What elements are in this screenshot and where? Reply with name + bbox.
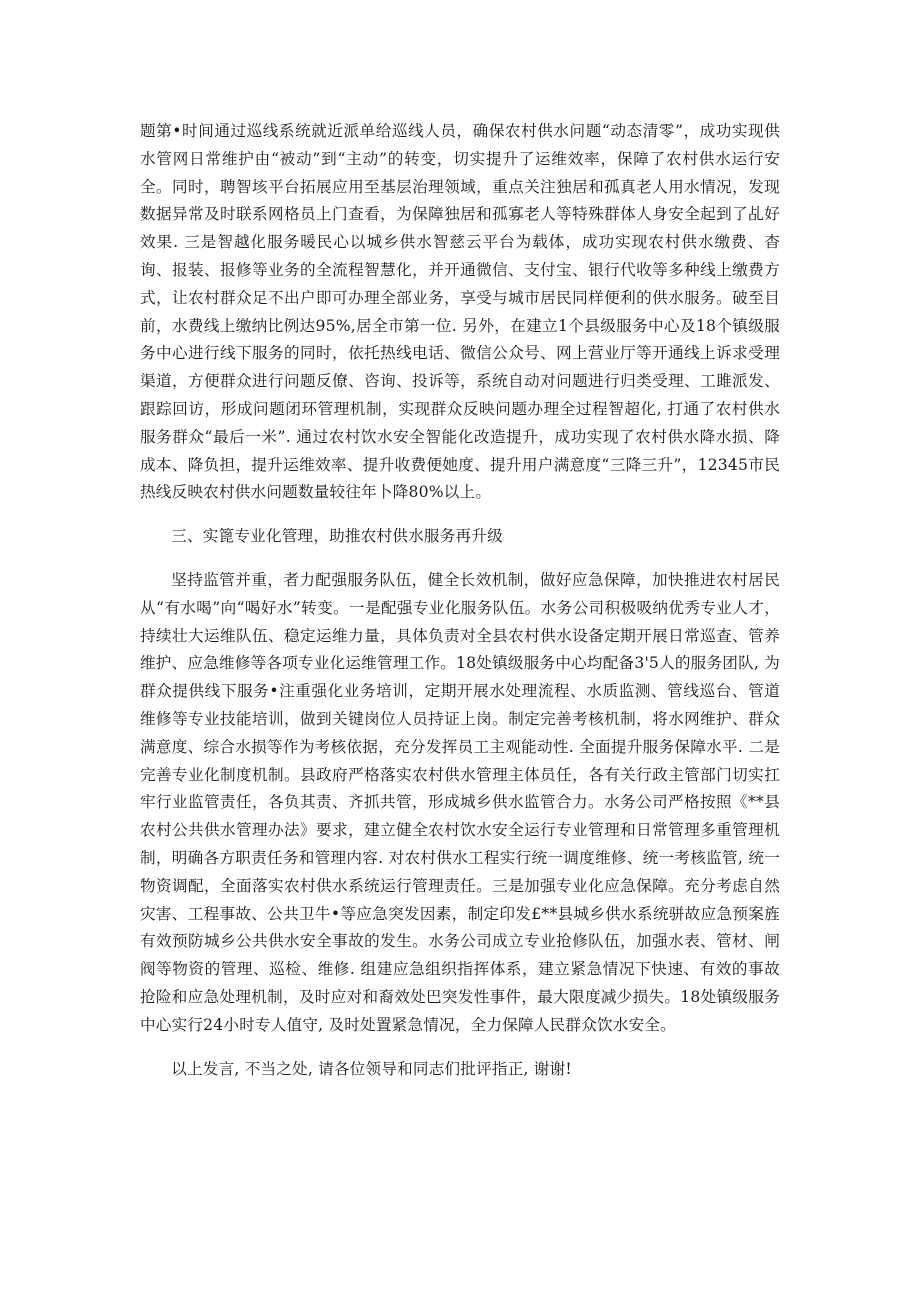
paragraph-closing: 以上发言, 不当之处, 请各位领导和同志们批评指正, 谢谢! bbox=[171, 1059, 572, 1078]
paragraph-continuation: 题第•时间通过巡线系统就近派单给巡线人员，确保农村供水问题“动态清零”，成功实现供水管网日常维护由“被动”到“主动”的转变，切实提升了运维效率，保障了农村供水运行安全。同时，聘智垓平台拓展应用至基层治理领域，重点关注独居和孤真老人用水情况，发现数据异常及时联系网格员上门查看，为保障独居和孤寡老人等特殊群体人身安全起到了乩好效果. 三是智越化服务暖民心以城乡供水智慈云平台为载体，成功实现农村供水缴费、杳询、报装、报修等业务的全流程智慧化，并开通微信、支付宝、银行代收等多种线上缴费方式，让农村群众足不出户即可办理全部业务，享受与城市居民同样便利的供水服务。破至目前，水费线上缴纳比例达95%,居全市第一位. 另外，在建立1个县级服务中心及18个镇级服务中心进行线下服务的同时，依托热线电话、微信公众号、网上营业厅等开通线上诉求受理渠道，方便群众进行问题反僚、咨询、投诉等，系统自动对问题进行归类受理、工雎派发、跟踪回访，形成问题闭环管理机制，实现群众反映问题办理全过程智超化, 打通了农村供水服务群众“最后一米”. 通过农村饮水安全智能化改造提升，成功实现了农村供水降水损、降成本、降负担，提升运维效率、提升收费便她度、提升用户满意度“三降三升”，12345市民热线反映农村供水问题数量较往年卜降80%以上。 bbox=[140, 122, 780, 502]
paragraph-section-3-body: 坚持监管并重，者力配强服务队伍，健全长效机制，做好应急保障，加快推进农村居民从“有水喝”向“喝好水”转变。一是配强专业化服务队伍。水务公司积极吸纳优秀专业人才，持续壮大运维队伍、稳定运维力量，具体负责对全县农村供水设备定期开展日常巡查、管养维护、应急维修等各项专业化运维管理工作。18处镇级服务中心均配备3'5人的服务团队, 为群众提供线下服务•注重强化业务培训，定期开展水处理流程、水质监测、管线巡台、管道维修等专业技能培训，做到关键岗位人员持证上岗。制定完善考核机制，将水网维护、群众满意度、综合水损等作为考核依据，充分发挥员工主观能动性. 全面提升服务保障水平. 二是完善专业化制度机制。县政府严格落实农村供水管理主体员任，各有关行政主管部门切实扛牢行业监管责任，各负其责、齐抓共管，形成城乡供水监管合力。水务公司严格按照《**县农村公共供水管理办法》要求，建立健全农村饮水安全运行专业管理和日常管理多重管理机制，明确各方职责任务和管理内容. 对农村供水工程实行统一调度维修、统一考核监管, 统一物资调配，全面落实农村供水系统运行管理责任。三是加强专业化应急保障。充分考虑自然灾害、工程事故、公共卫牛•等应急突发因素，制定印发£**县城乡供水系统骈故应急预案旌有效预防城乡公共供水安全事故的发生。水务公司成立专业抢修队伍，加强水表、管材、闸阀等物资的管理、巡检、维修. 组建应急组织指挥体系，建立紧急情况下快速、有效的事故抢险和应急处理机制，及时应对和裔效处巴突发性事件，最大限度减少损失。18处镇级服务中心实行24小时专人值守, 及时处置紧急情况，全力保障人民群众饮水安全。 bbox=[140, 570, 780, 1034]
paragraph-gap bbox=[140, 507, 780, 523]
section-heading-3: 三、实篦专业化管理，助推农村供水服务再升级 bbox=[171, 527, 503, 546]
paragraph-gap bbox=[140, 551, 780, 567]
paragraph-gap bbox=[140, 1040, 780, 1056]
document-body bbox=[140, 118, 780, 1083]
